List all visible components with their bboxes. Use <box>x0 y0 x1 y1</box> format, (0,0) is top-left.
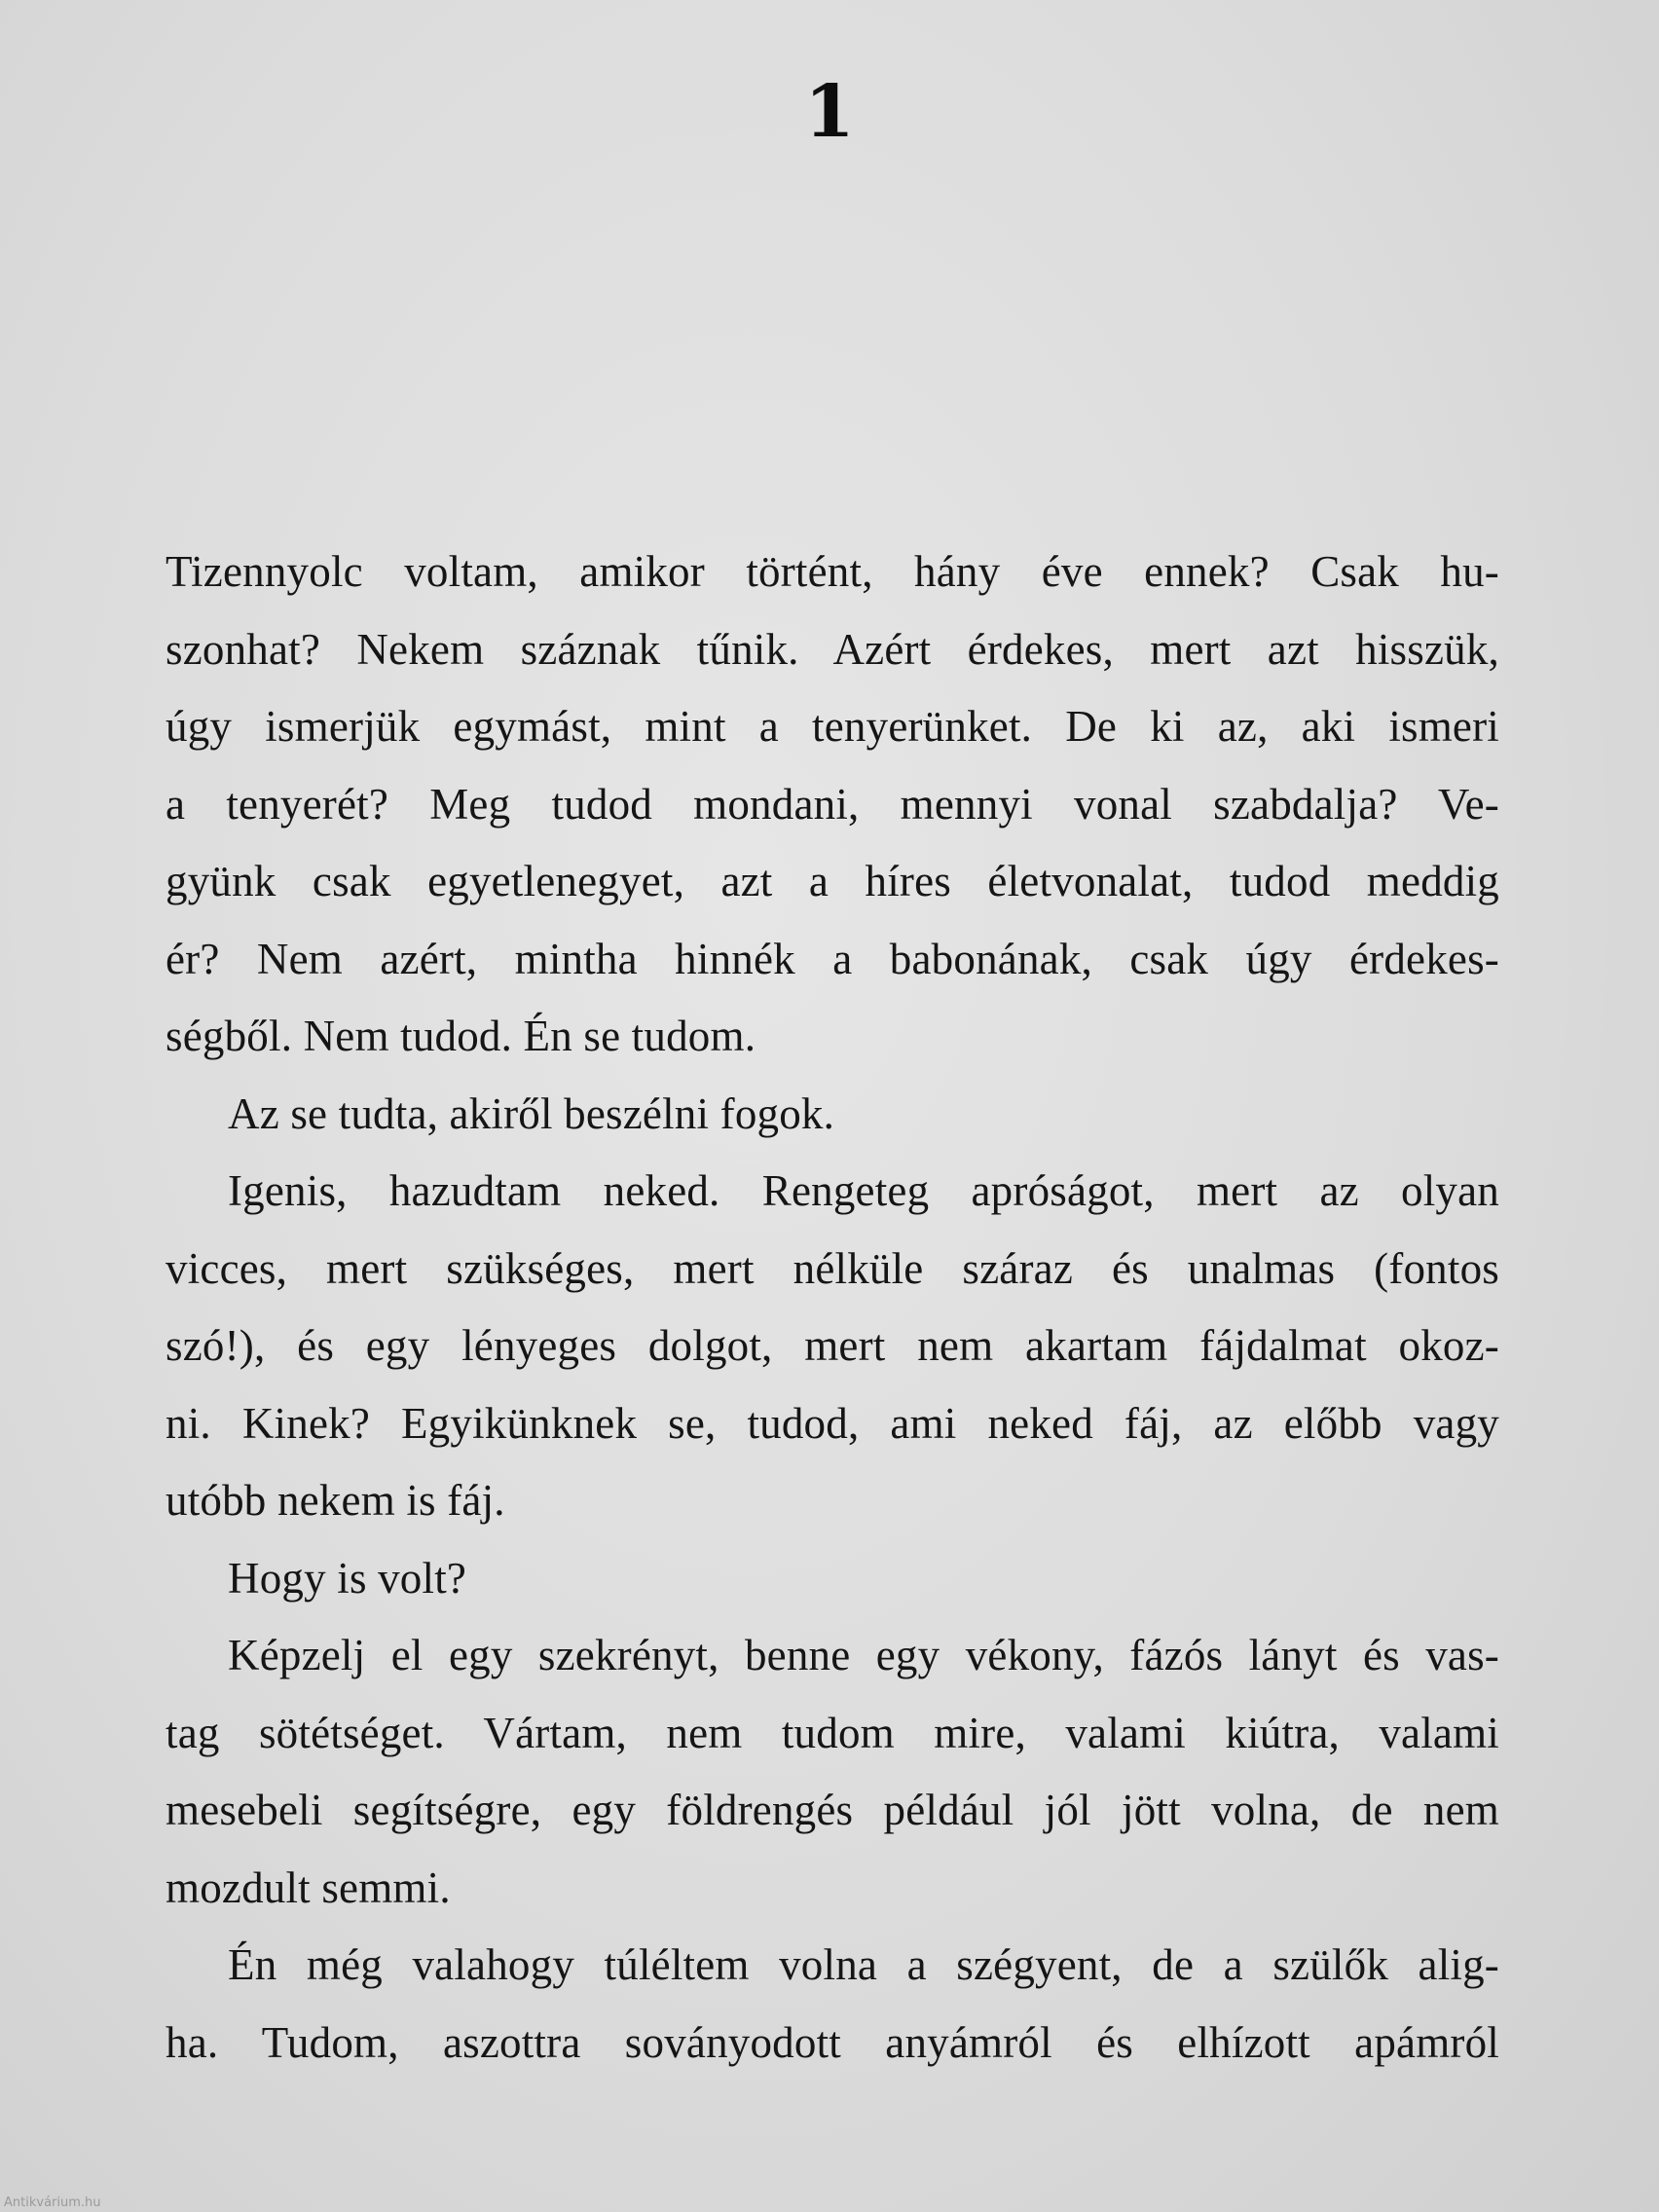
text-line: utóbb nekem is fáj. <box>166 1476 505 1525</box>
chapter-number: 1 <box>804 70 855 154</box>
text-line: ér? Nem azért, mintha hinnék a babonának, csak úgy érdekes- <box>166 934 1499 983</box>
text-line: Képzelj el egy szekrényt, benne egy vékony, fázós lányt és vas- <box>228 1631 1499 1679</box>
text-line: úgy ismerjük egymást, mint a tenyerünket. De ki az, aki ismeri <box>166 702 1499 751</box>
text-line: Hogy is volt? <box>228 1553 467 1603</box>
text-line: Én még valahogy túléltem volna a szégyent, de a szülők alig- <box>228 1940 1499 1989</box>
body-text <box>166 534 1499 2082</box>
text-line: szonhat? Nekem száznak tűnik. Azért érdekes, mert azt hisszük, <box>166 624 1499 674</box>
watermark: Antikvárium.hu <box>4 2195 101 2210</box>
text-line: ha. Tudom, aszottra soványodott anyámról és elhízott apámról <box>166 2017 1499 2067</box>
text-line: a tenyerét? Meg tudod mondani, mennyi vonal szabdalja? Ve- <box>166 779 1499 829</box>
text-line: Igenis, hazudtam neked. Rengeteg apróságot, mert az olyan <box>228 1166 1499 1215</box>
text-line: szó!), és egy lényeges dolgot, mert nem akartam fájdalmat okoz- <box>166 1321 1499 1370</box>
text-line: Az se tudta, akiről beszélni fogok. <box>228 1088 835 1138</box>
text-line: tag sötétséget. Vártam, nem tudom mire, valami kiútra, valami <box>166 1708 1499 1757</box>
text-line: mesebeli segítségre, egy földrengés például jól jött volna, de nem <box>166 1786 1499 1834</box>
text-line: Tizennyolc voltam, amikor történt, hány éve ennek? Csak hu- <box>166 547 1499 596</box>
text-line: gyünk csak egyetlenegyet, azt a híres életvonalat, tudod meddig <box>166 857 1499 905</box>
text-line: mozdult semmi. <box>166 1862 451 1912</box>
text-line: vicces, mert szükséges, mert nélküle száraz és unalmas (fontos <box>166 1243 1499 1293</box>
text-line: ni. Kinek? Egyikünknek se, tudod, ami neked fáj, az előbb vagy <box>166 1398 1499 1448</box>
text-line: ségből. Nem tudod. Én se tudom. <box>166 1012 756 1060</box>
